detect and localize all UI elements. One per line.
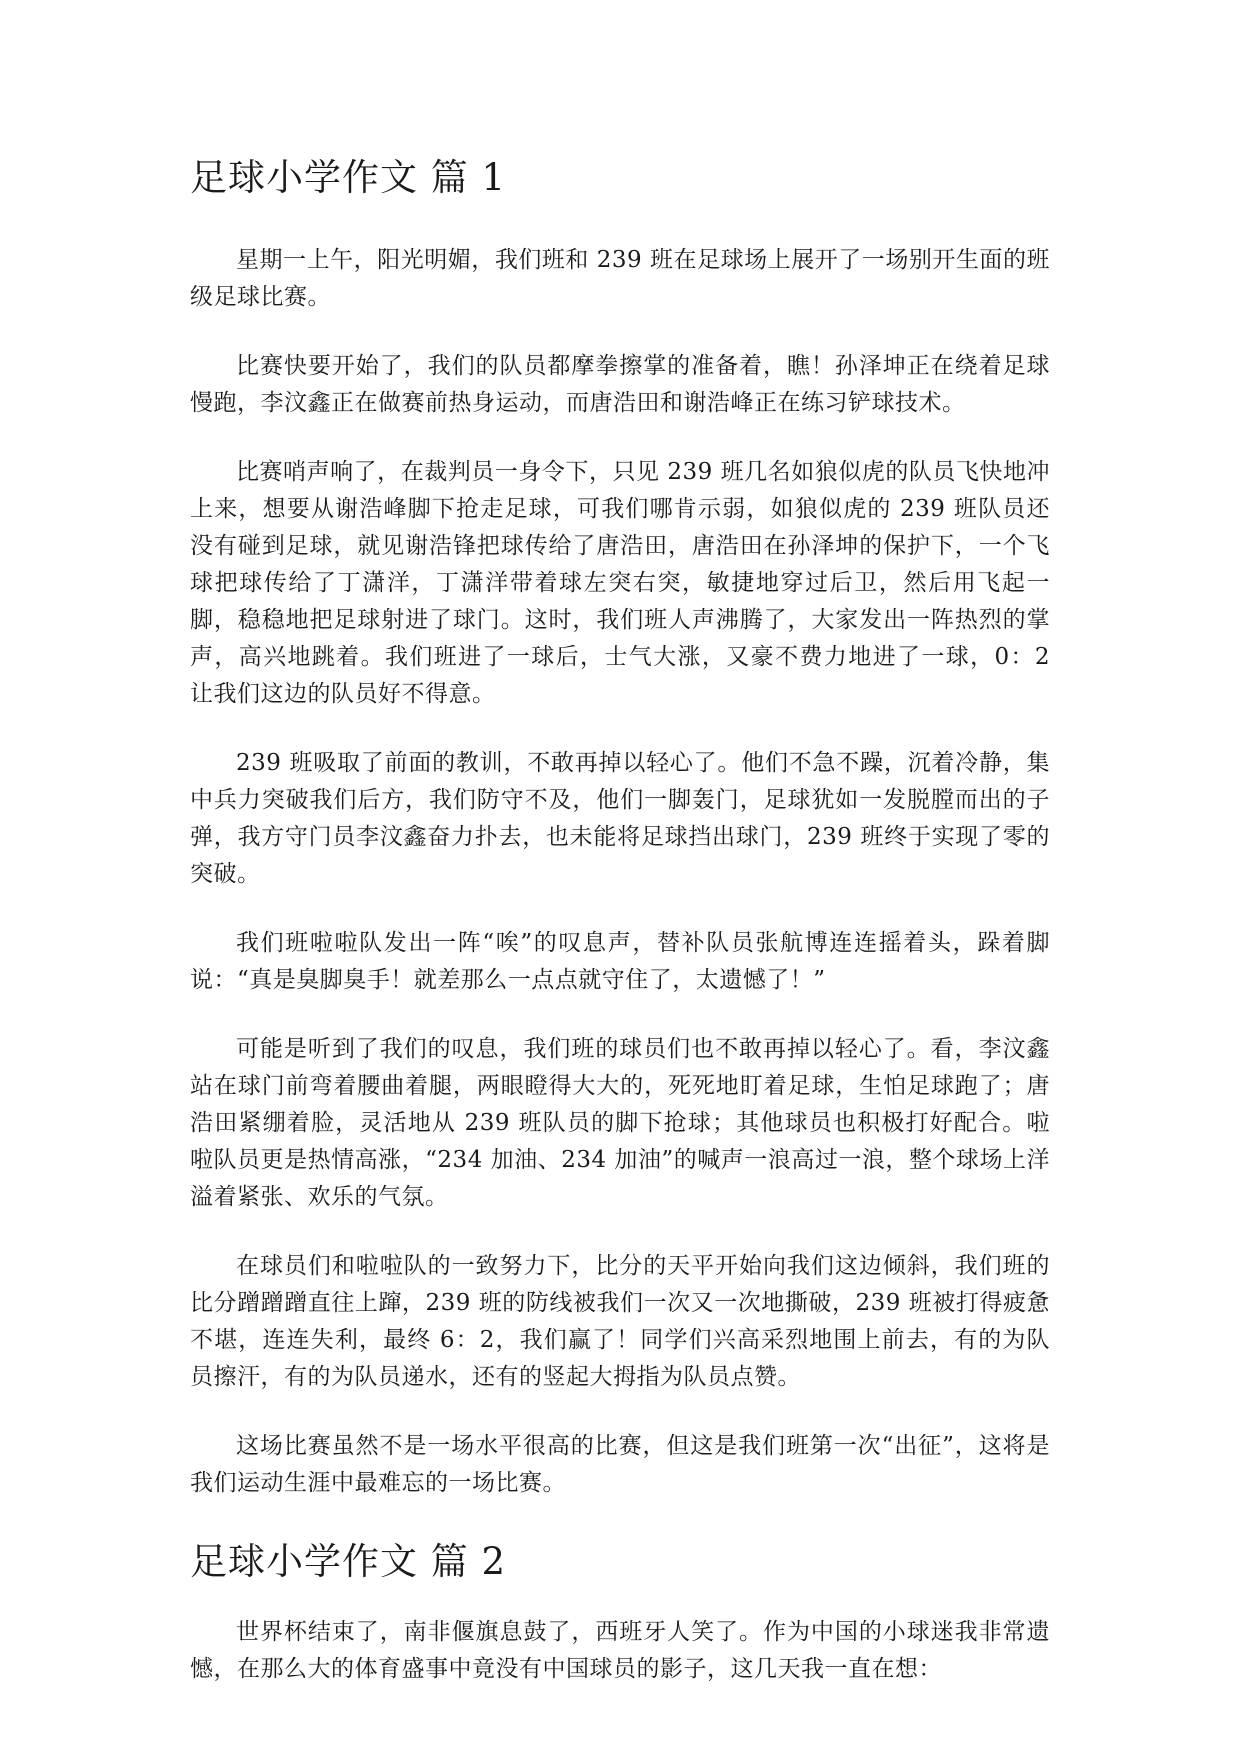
paragraph: 在球员们和啦啦队的一致努力下，比分的天平开始向我们这边倾斜，我们班的比分蹭蹭蹭直往上蹿，239 班的防线被我们一次又一次地撕破，239 班被打得疲惫不堪，连连失利，最终 6：2，我们赢了！同学们兴高采烈地围上前去，有的为队员擦汗，有的为队员递水，还有的竖起大拇指为队员点赞。	[190, 1253, 1050, 1390]
paragraph: 世界杯结束了，南非偃旗息鼓了，西班牙人笑了。作为中国的小球迷我非常遗憾，在那么大的体育盛事中竟没有中国球员的影子，这几天我一直在想：	[190, 1619, 1050, 1682]
paragraph: 比赛快要开始了，我们的队员都摩拳擦掌的准备着，瞧！孙泽坤正在绕着足球慢跑，李汶鑫正在做赛前热身运动，而唐浩田和谢浩峰正在练习铲球技术。	[190, 353, 1050, 416]
paragraph: 比赛哨声响了，在裁判员一身令下，只见 239 班几名如狼似虎的队员飞快地冲上来，想要从谢浩峰脚下抢走足球，可我们哪肯示弱，如狼似虎的 239 班队员还没有碰到足球，就见谢浩锋把球传给了唐浩田，唐浩田在孙泽坤的保护下，一个飞球把球传给了丁潇洋，丁潇洋带着球左突右突，敏捷地穿过后卫，然后用飞起一脚，稳稳地把足球射进了球门。这时，我们班人声沸腾了，大家发出一阵热烈的掌声，高兴地跳着。我们班进了一球后，士气大涨，又豪不费力地进了一球，0：2 让我们这边的队员好不得意。	[190, 459, 1050, 707]
paragraph: 这场比赛虽然不是一场水平很高的比赛，但这是我们班第一次“出征”，这将是我们运动生涯中最难忘的一场比赛。	[190, 1433, 1050, 1496]
paragraph: 星期一上午，阳光明媚，我们班和 239 班在足球场上展开了一场别开生面的班级足球比赛。	[190, 247, 1050, 310]
paragraph: 可能是听到了我们的叹息，我们班的球员们也不敢再掉以轻心了。看，李汶鑫站在球门前弯着腰曲着腿，两眼瞪得大大的，死死地盯着足球，生怕足球跑了；唐浩田紧绷着脸，灵活地从 239 班队员的脚下抢球；其他球员也积极打好配合。啦啦队员更是热情高涨，“234 加油、234 加油”的喊声一浪高过一浪，整个球场上洋溢着紧张、欢乐的气氛。	[190, 1036, 1050, 1210]
section-heading-1: 足球小学作文 篇 1	[190, 156, 507, 199]
section-heading-2: 足球小学作文 篇 2	[190, 1540, 507, 1583]
document-content	[190, 150, 1050, 1688]
paragraph: 我们班啦啦队发出一阵“唉”的叹息声，替补队员张航博连连摇着头，跺着脚说：“真是臭脚臭手！就差那么一点点就守住了，太遗憾了！”	[190, 930, 1050, 993]
paragraph: 239 班吸取了前面的教训，不敢再掉以轻心了。他们不急不躁，沉着冷静，集中兵力突破我们后方，我们防守不及，他们一脚轰门，足球犹如一发脱膛而出的子弹，我方守门员李汶鑫奋力扑去，也未能将足球挡出球门，239 班终于实现了零的突破。	[190, 750, 1050, 887]
